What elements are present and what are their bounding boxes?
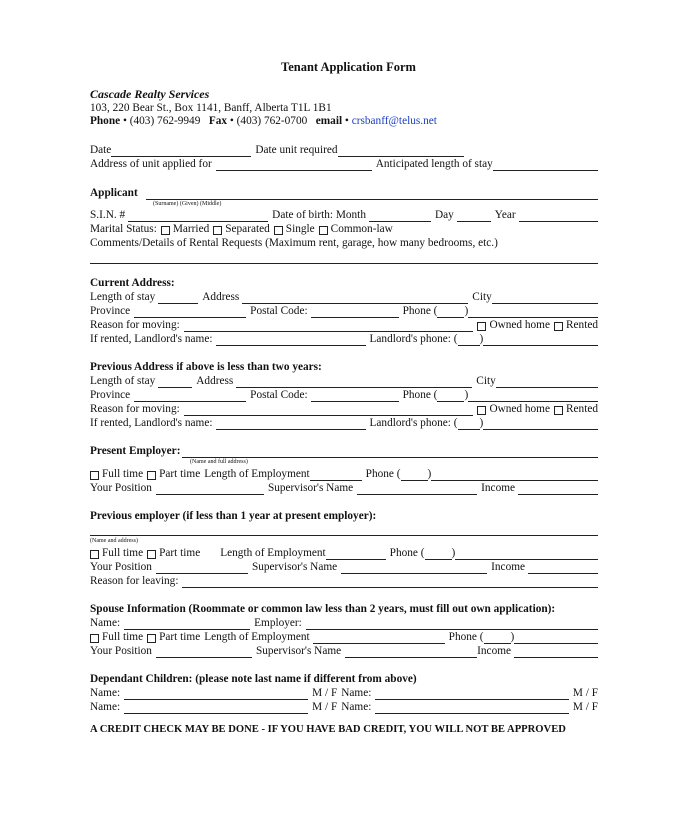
spouse-position-row [90,644,598,658]
child-3-mf[interactable]: M / F [312,701,338,713]
children-heading-row [90,672,598,686]
current-landlord-name-field[interactable] [216,335,366,346]
present-length-label: Length of Employment [204,468,310,480]
dob-day-label: Day [434,209,454,221]
previous-rented-checkbox[interactable] [554,406,563,415]
current-stay-field[interactable] [158,293,198,304]
child-1-name-field[interactable] [124,689,308,700]
previous-phone-area[interactable] [437,391,464,402]
previous-landlord-name-field[interactable] [216,419,366,430]
fax-label: Fax [208,115,228,127]
dob-month-label: Date of birth: Month [272,209,366,221]
child-1-mf[interactable]: M / F [312,687,338,699]
company-fax: (403) 762-0700 [236,115,308,127]
current-rented-label: Rented [566,319,598,331]
spouse-name-label: Name: [90,617,121,629]
current-stay-row [90,290,598,304]
current-province-row: Province Postal Code: Phone ( ) [90,304,598,318]
spouse-position-field[interactable] [156,647,252,658]
present-phone-label: Phone ( [365,468,401,480]
previous-reason-field[interactable] [184,405,474,416]
spouse-income-label: Income [477,645,512,657]
spouse-full-time-checkbox[interactable] [90,634,99,643]
comments-label: Comments/Details of Rental Requests (Maximum rent, garage, how many bedrooms, etc.) [90,237,498,249]
previous-address-heading: Previous Address if above is less than two years: [90,361,322,373]
previous-employment-row: Full time Part time Length of Employment Phone ( ) [90,546,598,560]
current-landlord-phone-field[interactable] [483,335,598,346]
children-row-2 [90,700,598,714]
spouse-heading-row [90,602,610,616]
current-phone-area[interactable] [437,307,464,318]
child-2-mf[interactable]: M / F [572,687,598,699]
applicant-row [90,186,598,200]
anticipated-label: Anticipated length of stay [375,158,493,170]
sin-row [90,208,598,222]
unit-address-label: Address of unit applied for [90,158,212,170]
current-reason-field[interactable] [184,321,474,332]
previous-city-label: City [476,375,496,387]
current-reason-row [90,318,598,332]
child-4-name-label: Name: [341,701,372,713]
present-position-field[interactable] [156,484,264,495]
present-supervisor-field[interactable] [357,484,477,495]
dob-year-label: Year [494,209,516,221]
unit-address-field[interactable] [216,160,372,171]
present-part-time-checkbox[interactable] [147,471,156,480]
prev-full-time-checkbox[interactable] [90,550,99,559]
current-province-field[interactable] [134,307,246,318]
current-phone-field[interactable] [468,307,598,318]
married-label: Married [172,223,210,235]
previous-rented-label: Rented [566,403,598,415]
prev-supervisor-label: Supervisor's Name [251,561,338,573]
previous-address-label: Address [196,375,234,387]
spouse-employer-label: Employer: [254,617,302,629]
previous-postal-label: Postal Code: [250,389,308,401]
previous-landlord-phone-field[interactable] [483,419,598,430]
anticipated-field[interactable] [493,160,598,171]
current-landlord-name-label: If rented, Landlord's name: [90,333,213,345]
current-province-label: Province [90,305,131,317]
spouse-phone-label: Phone ( [448,631,484,643]
previous-address-heading-row [90,360,598,374]
child-1-name-label: Name: [90,687,121,699]
common-law-checkbox[interactable] [319,226,328,235]
present-phone-field[interactable] [431,470,598,481]
previous-owned-checkbox[interactable] [477,406,486,415]
present-employer-heading: Present Employer: [90,445,181,457]
current-stay-label: Length of stay [90,291,156,303]
present-employer-row [90,444,598,458]
spouse-supervisor-field[interactable] [345,647,477,658]
date-unit-required-label: Date unit required [255,144,338,156]
previous-stay-label: Length of stay [90,375,156,387]
previous-landlord-name-label: If rented, Landlord's name: [90,417,213,429]
present-part-time-label: Part time [159,468,201,480]
current-rented-checkbox[interactable] [554,322,563,331]
current-owned-checkbox[interactable] [477,322,486,331]
previous-stay-field[interactable] [158,377,192,388]
date-field[interactable] [111,146,251,157]
present-position-row [90,481,598,495]
prev-supervisor-field[interactable] [341,563,487,574]
spouse-phone-field[interactable] [514,633,598,644]
spouse-heading: Spouse Information (Roommate or common law less than 2 years, must fill out own application): [90,603,556,615]
present-income-label: Income [481,482,516,494]
company-name: Cascade Realty Services [90,87,210,101]
date-row [90,143,598,157]
present-income-field[interactable] [518,484,598,495]
prev-full-time-label: Full time [102,547,144,559]
previous-city-field[interactable] [496,377,598,388]
present-length-field[interactable] [310,470,362,481]
current-reason-label: Reason for moving: [90,319,180,331]
prev-income-field[interactable] [528,563,598,574]
single-label: Single [285,223,315,235]
phone-label: Phone [90,115,121,127]
applicant-heading: Applicant [90,187,138,199]
previous-address-field[interactable] [236,377,472,388]
current-phone-label: Phone ( [402,305,438,317]
previous-stay-row [90,374,598,388]
current-address-heading: Current Address: [90,277,175,289]
current-address-label: Address [202,291,240,303]
current-city-label: City [472,291,492,303]
dob-year-field[interactable] [519,211,598,222]
prev-position-field[interactable] [156,563,248,574]
child-3-name-label: Name: [90,701,121,713]
previous-landlord-row: If rented, Landlord's name: Landlord's phone: ( ) [90,416,598,430]
previous-employer-field[interactable] [90,535,598,536]
present-full-time-checkbox[interactable] [90,471,99,480]
children-heading: Dependant Children: (please note last name if different from above) [90,673,417,685]
present-phone-area[interactable] [401,470,428,481]
spouse-length-label: Length of Employment [204,631,310,643]
spouse-length-field[interactable] [313,633,445,644]
prev-phone-label: Phone ( [389,547,425,559]
prev-position-label: Your Position [90,561,152,573]
present-full-time-label: Full time [102,468,144,480]
current-owned-label: Owned home [489,319,550,331]
comments-field[interactable] [90,263,598,264]
spouse-part-time-checkbox[interactable] [147,634,156,643]
present-employer-hint: (Name and full address) [190,459,248,465]
spouse-name-row [90,616,598,630]
sin-label: S.I.N. # [90,209,126,221]
child-3-name-field[interactable] [124,703,308,714]
email-label: email [315,115,343,127]
sin-field[interactable] [128,211,268,222]
previous-reason-row [90,402,598,416]
previous-phone-label: Phone ( [402,389,438,401]
prev-length-field[interactable] [326,549,386,560]
spouse-employment-row: Full time Part time Length of Employment Phone ( ) [90,630,598,644]
spouse-phone-area[interactable] [484,633,511,644]
previous-province-label: Province [90,389,131,401]
spouse-position-label: Your Position [90,645,152,657]
prev-position-row [90,560,598,574]
previous-owned-label: Owned home [489,403,550,415]
spouse-supervisor-label: Supervisor's Name [255,645,342,657]
current-address-heading-row [90,276,598,290]
previous-reason-label: Reason for moving: [90,403,180,415]
prev-part-time-label: Part time [159,547,201,559]
dob-day-field[interactable] [457,211,491,222]
previous-postal-field[interactable] [311,391,399,402]
current-landlord-phone-area[interactable] [458,335,480,346]
previous-employer-heading-row [90,509,598,523]
current-address-field[interactable] [242,293,468,304]
company-phone: (403) 762-9949 [129,115,201,127]
prev-reason-label: Reason for leaving: [90,575,179,587]
credit-check-notice: A CREDIT CHECK MAY BE DONE - IF YOU HAVE BAD CREDIT, YOU WILL NOT BE APPROVED [90,724,566,735]
company-contact: Phone • (403) 762-9949 Fax • (403) 762-0700 email • crsbanff@telus.net [90,115,437,127]
prev-part-time-checkbox[interactable] [147,550,156,559]
previous-employer-heading: Previous employer (if less than 1 year at present employer): [90,510,377,522]
date-label: Date [90,144,112,156]
prev-reason-field[interactable] [182,577,598,588]
applicant-name-field[interactable] [146,189,598,200]
form-title: Tenant Application Form [281,60,416,74]
single-checkbox[interactable] [274,226,283,235]
present-employment-row: Full time Part time Length of Employment Phone ( ) [90,467,598,481]
previous-landlord-phone-label: Landlord's phone: ( [369,417,458,429]
spouse-part-time-label: Part time [159,631,201,643]
company-email[interactable]: crsbanff@telus.net [351,115,437,127]
child-2-name-label: Name: [341,687,372,699]
child-2-name-field[interactable] [375,689,569,700]
prev-phone-area[interactable] [425,549,452,560]
marital-label: Marital Status: [90,223,157,235]
prev-income-label: Income [491,561,526,573]
prev-reason-row [90,574,598,588]
child-4-mf[interactable]: M / F [572,701,598,713]
previous-province-field[interactable] [134,391,246,402]
present-employer-field[interactable] [182,447,598,458]
children-row-1 [90,686,598,700]
previous-landlord-phone-area[interactable] [458,419,480,430]
current-city-field[interactable] [492,293,598,304]
present-position-label: Your Position [90,482,152,494]
dob-month-field[interactable] [369,211,431,222]
unit-address-row [90,157,598,171]
current-landlord-phone-label: Landlord's phone: ( [369,333,458,345]
applicant-name-hint: (Surname) (Given) (Middle) [153,201,222,207]
current-postal-label: Postal Code: [250,305,308,317]
spouse-income-field[interactable] [514,647,598,658]
separated-checkbox[interactable] [213,226,222,235]
prev-length-label: Length of Employment [220,547,326,559]
married-checkbox[interactable] [161,226,170,235]
spouse-full-time-label: Full time [102,631,144,643]
current-postal-field[interactable] [311,307,399,318]
spouse-employer-field[interactable] [306,619,598,630]
child-4-name-field[interactable] [375,703,569,714]
previous-employer-hint: (Name and address) [90,538,138,544]
current-landlord-row: If rented, Landlord's name: Landlord's phone: ( ) [90,332,598,346]
separated-label: Separated [225,223,270,235]
marital-row [90,222,598,236]
company-address: 103, 220 Bear St., Box 1141, Banff, Alberta T1L 1B1 [90,102,332,114]
date-unit-required-field[interactable] [338,146,464,157]
previous-phone-field[interactable] [468,391,598,402]
prev-phone-field[interactable] [455,549,598,560]
comments-row [90,236,598,250]
spouse-name-field[interactable] [124,619,250,630]
common-law-label: Common-law [330,223,393,235]
previous-province-row: Province Postal Code: Phone ( ) [90,388,598,402]
present-supervisor-label: Supervisor's Name [267,482,354,494]
